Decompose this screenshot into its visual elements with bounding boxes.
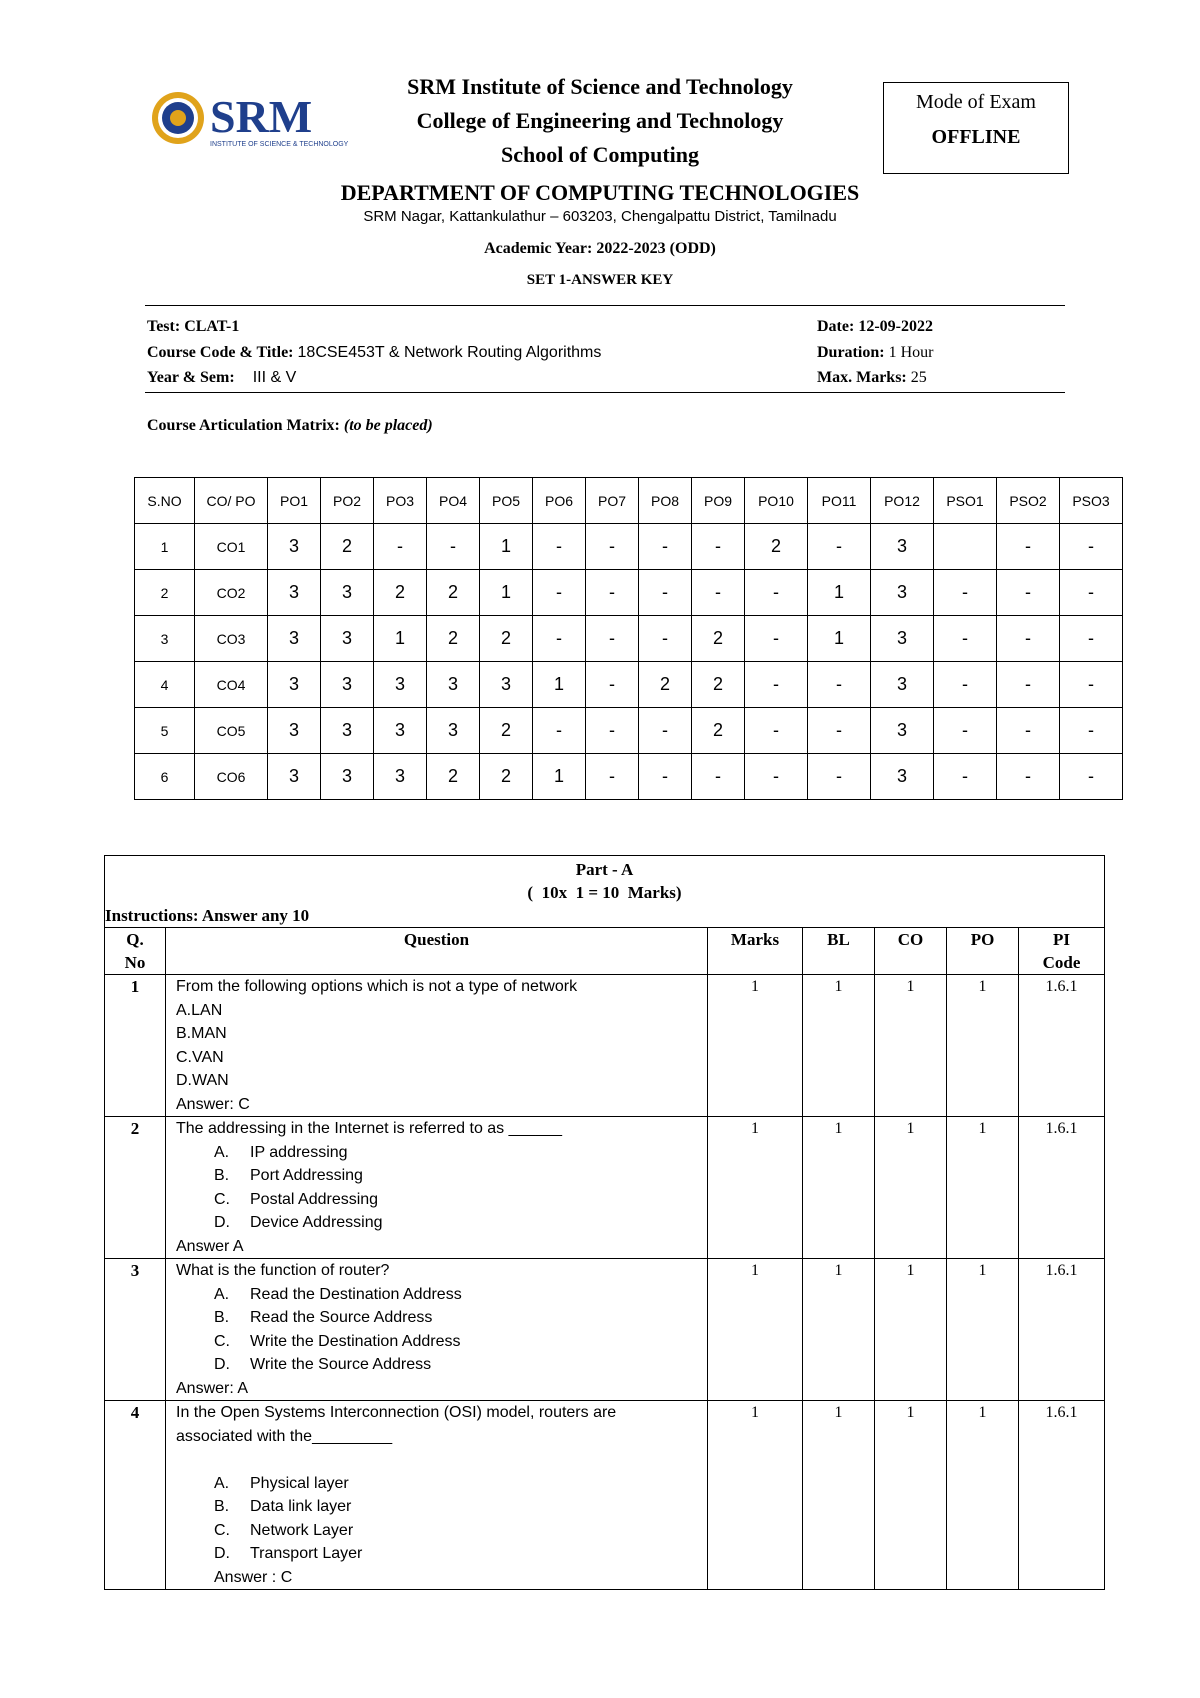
question-number: 2 <box>105 1117 166 1259</box>
mode-value: OFFLINE <box>931 126 1021 148</box>
matrix-cell: CO5 <box>195 708 268 754</box>
question-text: From the following options which is not a type of network <box>176 978 578 995</box>
matrix-cell: 3 <box>871 616 934 662</box>
mode-label: Mode of Exam <box>916 91 1036 113</box>
col-marks: Marks <box>708 928 803 975</box>
matrix-cell <box>934 524 997 570</box>
question-body <box>166 1117 708 1259</box>
option-text: Data link layer <box>250 1498 352 1515</box>
part-a-column-headers <box>105 928 1105 975</box>
po-value: 1 <box>947 1117 1019 1259</box>
articulation-note: (to be placed) <box>343 417 433 434</box>
part-a-marks: ( 10x 1 = 10 Marks) <box>527 883 682 902</box>
matrix-cell: 1 <box>533 754 586 800</box>
col-pi-line2: Code <box>1042 953 1081 972</box>
matrix-cell: - <box>745 616 808 662</box>
option-b <box>176 1306 707 1330</box>
matrix-cell: 3 <box>321 708 374 754</box>
matrix-cell: - <box>934 662 997 708</box>
matrix-cell: - <box>586 662 639 708</box>
institute-name: SRM Institute of Science and Technology <box>407 74 793 99</box>
matrix-cell: 3 <box>374 708 427 754</box>
question-number: 1 <box>105 975 166 1117</box>
matrix-cell: - <box>533 708 586 754</box>
year-label: Year & Sem: <box>147 369 235 386</box>
matrix-cell: CO3 <box>195 616 268 662</box>
question-row-4 <box>105 1401 1105 1590</box>
question-text-line1: In the Open Systems Interconnection (OSI) model, routers are <box>176 1404 617 1421</box>
matrix-cell: 3 <box>871 570 934 616</box>
matrix-cell: 2 <box>639 662 692 708</box>
matrix-cell: - <box>533 616 586 662</box>
department-title: DEPARTMENT OF COMPUTING TECHNOLOGIES <box>340 180 860 205</box>
matrix-cell: CO1 <box>195 524 268 570</box>
matrix-cell: 2 <box>745 524 808 570</box>
matrix-cell: - <box>427 524 480 570</box>
col-qno <box>105 928 166 975</box>
question-number: 4 <box>105 1401 166 1590</box>
matrix-cell: 2 <box>480 754 533 800</box>
year-value: III & V <box>252 369 297 386</box>
logo-wordmark: SRM <box>210 91 313 142</box>
answer: Answer A <box>176 1237 244 1255</box>
pi-value: 1.6.1 <box>1019 1401 1105 1590</box>
srm-logo <box>148 88 358 156</box>
test-label: Test: <box>147 318 181 335</box>
col-po: PO <box>947 928 1019 975</box>
matrix-header-cell: PO1 <box>268 478 321 524</box>
matrix-header-cell: PO9 <box>692 478 745 524</box>
matrix-cell: CO2 <box>195 570 268 616</box>
option-c <box>176 1188 707 1212</box>
matrix-cell: 2 <box>427 616 480 662</box>
option-letter: B. <box>214 1498 230 1515</box>
matrix-cell: - <box>586 708 639 754</box>
matrix-cell: - <box>586 570 639 616</box>
duration-info <box>817 344 933 362</box>
matrix-cell: - <box>808 524 871 570</box>
option-letter: D. <box>214 1356 230 1373</box>
date-label: Date: <box>817 318 855 335</box>
option-d <box>176 1542 707 1566</box>
matrix-cell: 2 <box>692 662 745 708</box>
option-text: IP addressing <box>250 1143 348 1161</box>
spacer <box>176 1448 707 1472</box>
option-letter: A. <box>214 1143 230 1161</box>
matrix-cell: 3 <box>321 754 374 800</box>
matrix-row <box>135 662 1123 708</box>
bl-value: 1 <box>803 1117 875 1259</box>
matrix-cell: 3 <box>268 662 321 708</box>
academic-year-label: Academic Year: <box>484 240 593 257</box>
pi-value: 1.6.1 <box>1019 1117 1105 1259</box>
year-info <box>147 369 296 387</box>
matrix-cell: - <box>997 524 1060 570</box>
option-b: B.MAN <box>176 1025 227 1042</box>
col-qno-line2: No <box>124 953 146 972</box>
part-a-instructions: Instructions: Answer any 10 <box>105 906 310 925</box>
matrix-cell: 3 <box>268 708 321 754</box>
option-text: Read the Destination Address <box>250 1285 462 1303</box>
matrix-header-cell: PO11 <box>808 478 871 524</box>
co-value: 1 <box>875 1259 947 1401</box>
option-letter: C. <box>214 1190 230 1208</box>
matrix-header-row <box>135 478 1123 524</box>
matrix-cell: 2 <box>480 708 533 754</box>
matrix-cell: - <box>1060 662 1123 708</box>
matrix-cell: - <box>745 570 808 616</box>
matrix-cell: 1 <box>808 616 871 662</box>
matrix-cell: 1 <box>135 524 195 570</box>
matrix-cell: 3 <box>321 570 374 616</box>
col-question: Question <box>166 928 708 975</box>
matrix-cell: - <box>934 570 997 616</box>
matrix-cell: - <box>639 754 692 800</box>
marks-value: 1 <box>708 1117 803 1259</box>
matrix-cell: 1 <box>480 570 533 616</box>
option-text: Physical layer <box>250 1474 349 1492</box>
matrix-cell: CO4 <box>195 662 268 708</box>
matrix-header-cell: S.NO <box>135 478 195 524</box>
matrix-cell: - <box>934 708 997 754</box>
col-bl: BL <box>803 928 875 975</box>
option-a: A.LAN <box>176 1001 223 1019</box>
matrix-cell: - <box>1060 708 1123 754</box>
matrix-cell: - <box>745 662 808 708</box>
answer: Answer: C <box>176 1095 250 1113</box>
matrix-row <box>135 616 1123 662</box>
matrix-header-cell: PSO3 <box>1060 478 1123 524</box>
question-row-3 <box>105 1259 1105 1401</box>
duration-label: Duration: <box>817 344 885 361</box>
matrix-header-cell: PO6 <box>533 478 586 524</box>
srm-logo-graphic <box>148 88 358 156</box>
option-text: Port Addressing <box>250 1167 363 1184</box>
matrix-cell: - <box>533 570 586 616</box>
matrix-cell: - <box>692 524 745 570</box>
date-info <box>817 318 933 336</box>
matrix-cell: - <box>808 662 871 708</box>
matrix-cell: 3 <box>321 662 374 708</box>
matrix-cell: 6 <box>135 754 195 800</box>
matrix-cell: - <box>808 754 871 800</box>
matrix-cell: - <box>639 570 692 616</box>
matrix-cell: 1 <box>374 616 427 662</box>
question-body <box>166 1401 708 1590</box>
matrix-cell: 4 <box>135 662 195 708</box>
matrix-cell: 2 <box>692 616 745 662</box>
option-letter: A. <box>214 1285 230 1303</box>
question-row-2 <box>105 1117 1105 1259</box>
test-info <box>147 318 239 336</box>
bl-value: 1 <box>803 1259 875 1401</box>
course-value: 18CSE453T & Network Routing Algorithms <box>297 344 602 361</box>
option-c: C.VAN <box>176 1048 224 1066</box>
matrix-cell: 3 <box>321 616 374 662</box>
matrix-cell: 1 <box>480 524 533 570</box>
matrix-cell: 3 <box>871 754 934 800</box>
part-a-header <box>105 856 1105 928</box>
matrix-header-cell: PO12 <box>871 478 934 524</box>
option-text: Read the Source Address <box>250 1309 433 1326</box>
matrix-header-cell: PO7 <box>586 478 639 524</box>
matrix-cell: 2 <box>135 570 195 616</box>
col-pi-line1: PI <box>1053 930 1070 949</box>
mode-of-exam-box <box>883 82 1069 174</box>
option-b <box>176 1164 707 1188</box>
matrix-cell: - <box>639 708 692 754</box>
matrix-header-cell: PO5 <box>480 478 533 524</box>
matrix-cell: - <box>934 616 997 662</box>
matrix-header-cell: PO2 <box>321 478 374 524</box>
answer: Answer : C <box>214 1568 293 1586</box>
divider-top <box>145 305 1065 306</box>
matrix-cell: 3 <box>268 616 321 662</box>
option-text: Write the Destination Address <box>250 1332 461 1350</box>
question-text: What is the function of router? <box>176 1262 390 1279</box>
matrix-cell: 3 <box>427 708 480 754</box>
question-body <box>166 975 708 1117</box>
matrix-cell: 3 <box>268 570 321 616</box>
option-letter: A. <box>214 1474 230 1492</box>
matrix-cell: - <box>639 524 692 570</box>
option-text: Network Layer <box>250 1521 354 1539</box>
matrix-cell: - <box>1060 524 1123 570</box>
matrix-cell: - <box>586 524 639 570</box>
matrix-cell: - <box>745 754 808 800</box>
divider-info <box>145 392 1065 393</box>
articulation-label: Course Articulation Matrix: <box>147 417 340 434</box>
matrix-header-cell: PO3 <box>374 478 427 524</box>
matrix-cell: - <box>997 616 1060 662</box>
max-marks-label: Max. Marks: <box>817 369 907 386</box>
matrix-cell: - <box>1060 570 1123 616</box>
pi-value: 1.6.1 <box>1019 1259 1105 1401</box>
max-marks-info <box>817 369 927 387</box>
matrix-cell: - <box>745 708 808 754</box>
question-text-line2: associated with the_________ <box>176 1427 393 1445</box>
course-info <box>147 344 601 362</box>
matrix-cell: - <box>934 754 997 800</box>
matrix-cell: 3 <box>374 662 427 708</box>
matrix-cell: - <box>1060 616 1123 662</box>
matrix-cell: 1 <box>533 662 586 708</box>
matrix-cell: 3 <box>871 662 934 708</box>
part-a-table <box>104 855 1105 1590</box>
option-text: Device Addressing <box>250 1214 383 1231</box>
option-text: Transport Layer <box>250 1545 363 1562</box>
po-value: 1 <box>947 1401 1019 1590</box>
matrix-header-cell: PO8 <box>639 478 692 524</box>
option-d: D.WAN <box>176 1072 229 1089</box>
bl-value: 1 <box>803 975 875 1117</box>
option-a <box>176 1283 707 1307</box>
matrix-cell: - <box>692 754 745 800</box>
school-name: School of Computing <box>500 142 700 167</box>
matrix-cell: 3 <box>480 662 533 708</box>
matrix-cell: - <box>586 754 639 800</box>
matrix-cell: 3 <box>135 616 195 662</box>
max-marks-value: 25 <box>910 369 927 386</box>
matrix-cell: - <box>586 616 639 662</box>
set-title: SET 1-ANSWER KEY <box>526 272 674 288</box>
option-a <box>176 1472 707 1496</box>
part-a-title: Part - A <box>575 860 634 879</box>
question-body <box>166 1259 708 1401</box>
matrix-cell: - <box>997 662 1060 708</box>
date-value: 12-09-2022 <box>858 318 933 335</box>
matrix-cell: - <box>692 570 745 616</box>
question-text: The addressing in the Internet is referred to as ______ <box>176 1120 563 1137</box>
matrix-row <box>135 754 1123 800</box>
option-b <box>176 1495 707 1519</box>
matrix-cell: 5 <box>135 708 195 754</box>
matrix-cell: 2 <box>427 754 480 800</box>
option-c <box>176 1330 707 1354</box>
matrix-header-cell: PO10 <box>745 478 808 524</box>
logo-subtext: INSTITUTE OF SCIENCE & TECHNOLOGY <box>210 141 349 148</box>
matrix-cell: - <box>997 708 1060 754</box>
college-name: College of Engineering and Technology <box>416 108 784 133</box>
matrix-cell: 2 <box>692 708 745 754</box>
articulation-matrix <box>134 477 1123 800</box>
question-row-1 <box>105 975 1105 1117</box>
matrix-cell: - <box>533 524 586 570</box>
academic-year <box>0 240 1200 258</box>
pi-value: 1.6.1 <box>1019 975 1105 1117</box>
matrix-cell: 3 <box>871 524 934 570</box>
option-letter: B. <box>214 1167 230 1184</box>
matrix-cell: - <box>374 524 427 570</box>
option-letter: D. <box>214 1214 230 1231</box>
matrix-cell: - <box>639 616 692 662</box>
matrix-cell: 2 <box>374 570 427 616</box>
option-letter: C. <box>214 1521 230 1539</box>
col-pi <box>1019 928 1105 975</box>
matrix-row <box>135 570 1123 616</box>
address: SRM Nagar, Kattankulathur – 603203, Chengalpattu District, Tamilnadu <box>363 208 837 225</box>
matrix-cell: 3 <box>427 662 480 708</box>
matrix-cell: CO6 <box>195 754 268 800</box>
matrix-cell: 3 <box>374 754 427 800</box>
option-c <box>176 1519 707 1543</box>
matrix-cell: 3 <box>268 524 321 570</box>
question-number: 3 <box>105 1259 166 1401</box>
matrix-header-cell: PO4 <box>427 478 480 524</box>
co-value: 1 <box>875 1401 947 1590</box>
option-letter: C. <box>214 1332 230 1350</box>
matrix-cell: 3 <box>871 708 934 754</box>
option-text: Write the Source Address <box>250 1356 432 1373</box>
option-letter: B. <box>214 1309 230 1326</box>
matrix-cell: - <box>808 708 871 754</box>
test-value: CLAT-1 <box>184 318 240 335</box>
col-qno-line1: Q. <box>126 930 144 949</box>
course-label: Course Code & Title: <box>147 344 294 361</box>
option-text: Postal Addressing <box>250 1190 379 1208</box>
option-letter: D. <box>214 1545 230 1562</box>
matrix-header-cell: PSO2 <box>997 478 1060 524</box>
marks-value: 1 <box>708 1259 803 1401</box>
matrix-cell: - <box>997 570 1060 616</box>
matrix-cell: - <box>1060 754 1123 800</box>
marks-value: 1 <box>708 1401 803 1590</box>
col-co: CO <box>875 928 947 975</box>
matrix-cell: - <box>997 754 1060 800</box>
bl-value: 1 <box>803 1401 875 1590</box>
option-a <box>176 1141 707 1165</box>
matrix-cell: 2 <box>427 570 480 616</box>
matrix-cell: 3 <box>268 754 321 800</box>
po-value: 1 <box>947 1259 1019 1401</box>
articulation-title <box>147 417 433 435</box>
answer: Answer: A <box>176 1379 249 1397</box>
matrix-header-cell: CO/ PO <box>195 478 268 524</box>
matrix-header-cell: PSO1 <box>934 478 997 524</box>
part-a-header-row <box>105 856 1105 928</box>
co-value: 1 <box>875 1117 947 1259</box>
option-d <box>176 1211 707 1235</box>
matrix-cell: 1 <box>808 570 871 616</box>
co-value: 1 <box>875 975 947 1117</box>
institute-block <box>350 70 850 172</box>
marks-value: 1 <box>708 975 803 1117</box>
academic-year-value: 2022-2023 (ODD) <box>596 240 716 257</box>
po-value: 1 <box>947 975 1019 1117</box>
matrix-row <box>135 708 1123 754</box>
matrix-cell: 2 <box>480 616 533 662</box>
option-d <box>176 1353 707 1377</box>
matrix-cell: 2 <box>321 524 374 570</box>
duration-value: 1 Hour <box>888 344 934 361</box>
matrix-row <box>135 524 1123 570</box>
